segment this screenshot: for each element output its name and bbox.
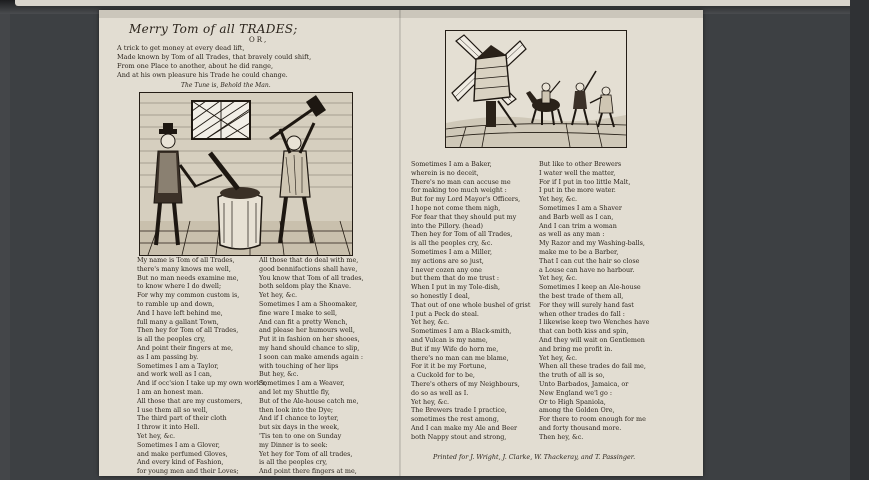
verse-line: a Louse can have no harbour. <box>539 265 635 274</box>
ballad-column-2 <box>259 256 364 476</box>
verse-line: Yet hey for Tom of all trades, <box>259 449 353 458</box>
verse-line: Sometimes I keep an Ale-house <box>539 283 641 292</box>
verse-line: into the Pillory. (head) <box>411 221 484 230</box>
verse-line: Sometimes I am a Taylor, <box>137 361 219 370</box>
verse-line: both seldom play the Knave. <box>259 282 351 291</box>
verse-line: Sometimes I am a Shaver <box>539 203 622 212</box>
verse-line: Sometimes I am a Glover, <box>137 440 220 449</box>
verse-line: is all the peoples cry, <box>137 335 206 344</box>
verse-line: do so as well as I. <box>411 388 469 397</box>
ballad-or-label: OR, <box>249 36 269 44</box>
intro-line: From one Place to another, about he did range, <box>117 62 274 70</box>
woodcut-smith-scene <box>139 92 353 256</box>
woodcut-windmill-illustration <box>446 31 626 147</box>
ballad-title: Merry Tom of all TRADES; <box>129 22 298 36</box>
verse-line: a Cuckold for to be, <box>411 371 475 380</box>
verse-line: Yet hey, &c. <box>539 274 578 283</box>
verse-line: full many a gallant Town, <box>137 317 219 326</box>
verse-line: The Brewers trade I practice, <box>411 406 507 415</box>
woodcut-windmill-scene <box>445 30 627 148</box>
verse-line: sometimes the rest among, <box>411 415 499 424</box>
verse-line: And if I chance to loyter, <box>259 414 339 423</box>
sheet-top-edge <box>99 10 703 18</box>
verse-line: to know where I do dwell; <box>137 282 222 291</box>
verse-line: I hope not come them nigh, <box>411 203 501 212</box>
verse-line: among the Golden Ore, <box>539 406 615 415</box>
verse-line: New England we'l go : <box>539 388 613 397</box>
verse-line: for making too much weight : <box>411 186 507 195</box>
verse-line: For it it be my Fortune, <box>411 362 487 371</box>
verse-line: Then hey, &c. <box>539 432 584 441</box>
verse-line: good bennifactions shall have, <box>259 264 358 273</box>
verse-line: then look into the Dye; <box>259 405 334 414</box>
verse-line: And they will wait on Gentlemen <box>539 335 645 344</box>
verse-line: Yet hey, &c. <box>539 353 578 362</box>
verse-line: wherein is no deceit, <box>411 168 479 177</box>
verse-line: There's no man can accuse me <box>411 177 511 186</box>
verse-line: and please her humours well, <box>259 326 355 335</box>
viewer-right-margin <box>850 0 869 480</box>
verse-line: and Vulcan is my name, <box>411 335 488 344</box>
ballad-intro <box>117 44 387 80</box>
verse-line: is all the peoples cry, &c. <box>411 239 493 248</box>
verse-line: make me to be a Barber, <box>539 247 619 256</box>
sheet-fold <box>399 10 401 476</box>
verse-line: Sometimes I am a Black-smith, <box>411 327 512 336</box>
verse-line: Then hey for Tom of all Trades, <box>411 230 513 239</box>
verse-line: I never cozen any one <box>411 265 482 274</box>
verse-line: I am an honest man. <box>137 387 204 396</box>
verse-line: For there to room enough for me <box>539 415 646 424</box>
verse-line: Put it in fashion on her shooes, <box>259 335 360 344</box>
verse-line: For why my common custom is, <box>137 291 240 300</box>
verse-line: and forty thousand more. <box>539 423 622 432</box>
verse-line: is all the peoples cry, <box>259 458 328 467</box>
printer-imprint: Printed for J. Wright, J. Clarke, W. Thackeray, and T. Passinger. <box>433 453 636 461</box>
verse-line: and bring me profit in. <box>539 344 613 353</box>
verse-line: fine ware I make to sell, <box>259 308 338 317</box>
verse-line: But if my Wife do horn me, <box>411 344 499 353</box>
verse-line: But like to other Brewers <box>539 160 622 168</box>
verse-line: Or to High Spaniola, <box>539 397 606 406</box>
verse-line: For if I put in too little Malt, <box>539 177 631 186</box>
verse-line: Yet hey, &c. <box>411 318 450 327</box>
verse-line: When all these trades do fail me, <box>539 362 646 371</box>
verse-line: Yet hey, &c. <box>539 195 578 204</box>
ballad-column-4 <box>539 160 649 442</box>
verse-line: And I have left behind me, <box>137 308 223 317</box>
verse-line: Unto Barbados, Jamaica, or <box>539 379 629 388</box>
verse-line: All those that do deal with me, <box>259 256 359 264</box>
intro-line: Made known by Tom of all Trades, that bravely could shift, <box>117 53 312 61</box>
ballad-sheet <box>99 10 703 476</box>
verse-line: And every kind of Fashion, <box>137 458 224 467</box>
ballad-tune: The Tune is, Behold the Man. <box>181 82 271 89</box>
woodcut-smith-illustration <box>140 93 352 255</box>
verse-line: And I can make my Ale and Beer <box>411 423 518 432</box>
verse-line: And point there fingers at me, <box>259 467 357 476</box>
verse-line: And if occ'sion I take up my own work'r, <box>137 379 267 388</box>
verse-line: my actions are so just, <box>411 256 484 265</box>
verse-line: Yet hey, &c. <box>259 291 298 300</box>
verse-line: 'Tis ten to one on Sunday <box>259 431 342 440</box>
verse-line: Sometimes I am a Shoomaker, <box>259 299 358 308</box>
verse-line: And I can trim a woman <box>539 221 617 230</box>
verse-line: Sometimes I am a Miller, <box>411 247 492 256</box>
ballad-column-3 <box>411 160 530 442</box>
verse-line: both Nappy stout and strong, <box>411 432 507 441</box>
verse-line: Then hey for Tom of all Trades, <box>137 326 239 335</box>
verse-line: that can both kiss and spin, <box>539 327 629 336</box>
verse-line: For fear that they should put my <box>411 212 517 221</box>
verse-line: But no man needs examine me, <box>137 273 239 282</box>
ballad-column-1 <box>137 256 267 476</box>
verse-line: And point their fingers at me, <box>137 343 234 352</box>
verse-line: But of the Ale-house catch me, <box>259 396 359 405</box>
verse-line: there's many knows me well, <box>137 264 231 273</box>
verse-line: my Dinner is to seek: <box>259 440 328 449</box>
verse-line: That I can cut the hair so close <box>539 256 640 265</box>
verse-line: I likewise keep two Wenches have <box>539 318 650 327</box>
verse-line: I water well the matter, <box>539 168 616 177</box>
verse-line: I put in the more water. <box>539 186 616 195</box>
verse-line: When I put in my Tole-dish, <box>411 283 501 292</box>
verse-line: And can fit a pretty Wench, <box>259 317 348 326</box>
verse-line: The third part of their cloth <box>137 414 227 423</box>
verse-line: and work well as I can, <box>137 370 212 379</box>
verse-line: You know that Tom of all trades, <box>259 273 364 282</box>
verse-line: so honestly I deal, <box>411 291 470 300</box>
verse-line: but six days in the week, <box>259 423 340 432</box>
verse-line: I throw it into Hell. <box>137 423 200 432</box>
verse-line: But for my Lord Mayor's Officers, <box>411 195 521 204</box>
verse-line: I put a Peck do steal. <box>411 309 479 318</box>
verse-line: I use them all so well, <box>137 405 208 414</box>
verse-line: as well as any man : <box>539 230 605 239</box>
verse-line: I soon can make amends again : <box>259 352 363 361</box>
verse-line: My name is Tom of all Trades, <box>137 256 235 264</box>
verse-line: for young men and their Loves; <box>137 467 239 476</box>
intro-line: A trick to get money at every dead lift, <box>117 44 245 52</box>
verse-line: Yet hey, &c. <box>137 431 176 440</box>
intro-line: And at his own pleasure his Trade he could change. <box>117 71 288 79</box>
verse-line: and let my Shuttle fly, <box>259 387 330 396</box>
verse-line: My Razor and my Washing-balls, <box>539 239 645 248</box>
verse-line: There's others of my Neighbours, <box>411 379 520 388</box>
verse-line: with touching of her lips <box>259 361 339 370</box>
viewer-left-margin <box>0 14 10 480</box>
verse-line: as I am passing by. <box>137 352 199 361</box>
verse-line: and make perfumed Gloves, <box>137 449 228 458</box>
verse-line: Sometimes I am a Baker, <box>411 160 492 168</box>
adjacent-sheet-edge <box>15 0 855 6</box>
verse-line: when other trades do fall : <box>539 309 625 318</box>
verse-line: Sometimes I am a Weaver, <box>259 379 345 388</box>
verse-line: to ramble up and down, <box>137 299 215 308</box>
verse-line: but them that do me trust : <box>411 274 500 283</box>
verse-line: Yet hey, &c. <box>411 397 450 406</box>
verse-line: That out of one whole bushel of grist <box>411 300 531 309</box>
verse-line: my hand should chance to slip, <box>259 343 360 352</box>
verse-line: the truth of all is so, <box>539 371 605 380</box>
verse-line: there's no man can me blame, <box>411 353 509 362</box>
verse-line: and Barb well as I can, <box>539 212 614 221</box>
verse-line: All those that are my customers, <box>137 396 243 405</box>
verse-line: For they will surely hand fast <box>539 300 634 309</box>
verse-line: the best trade of them all, <box>539 291 624 300</box>
verse-line: But hey, &c. <box>259 370 299 379</box>
